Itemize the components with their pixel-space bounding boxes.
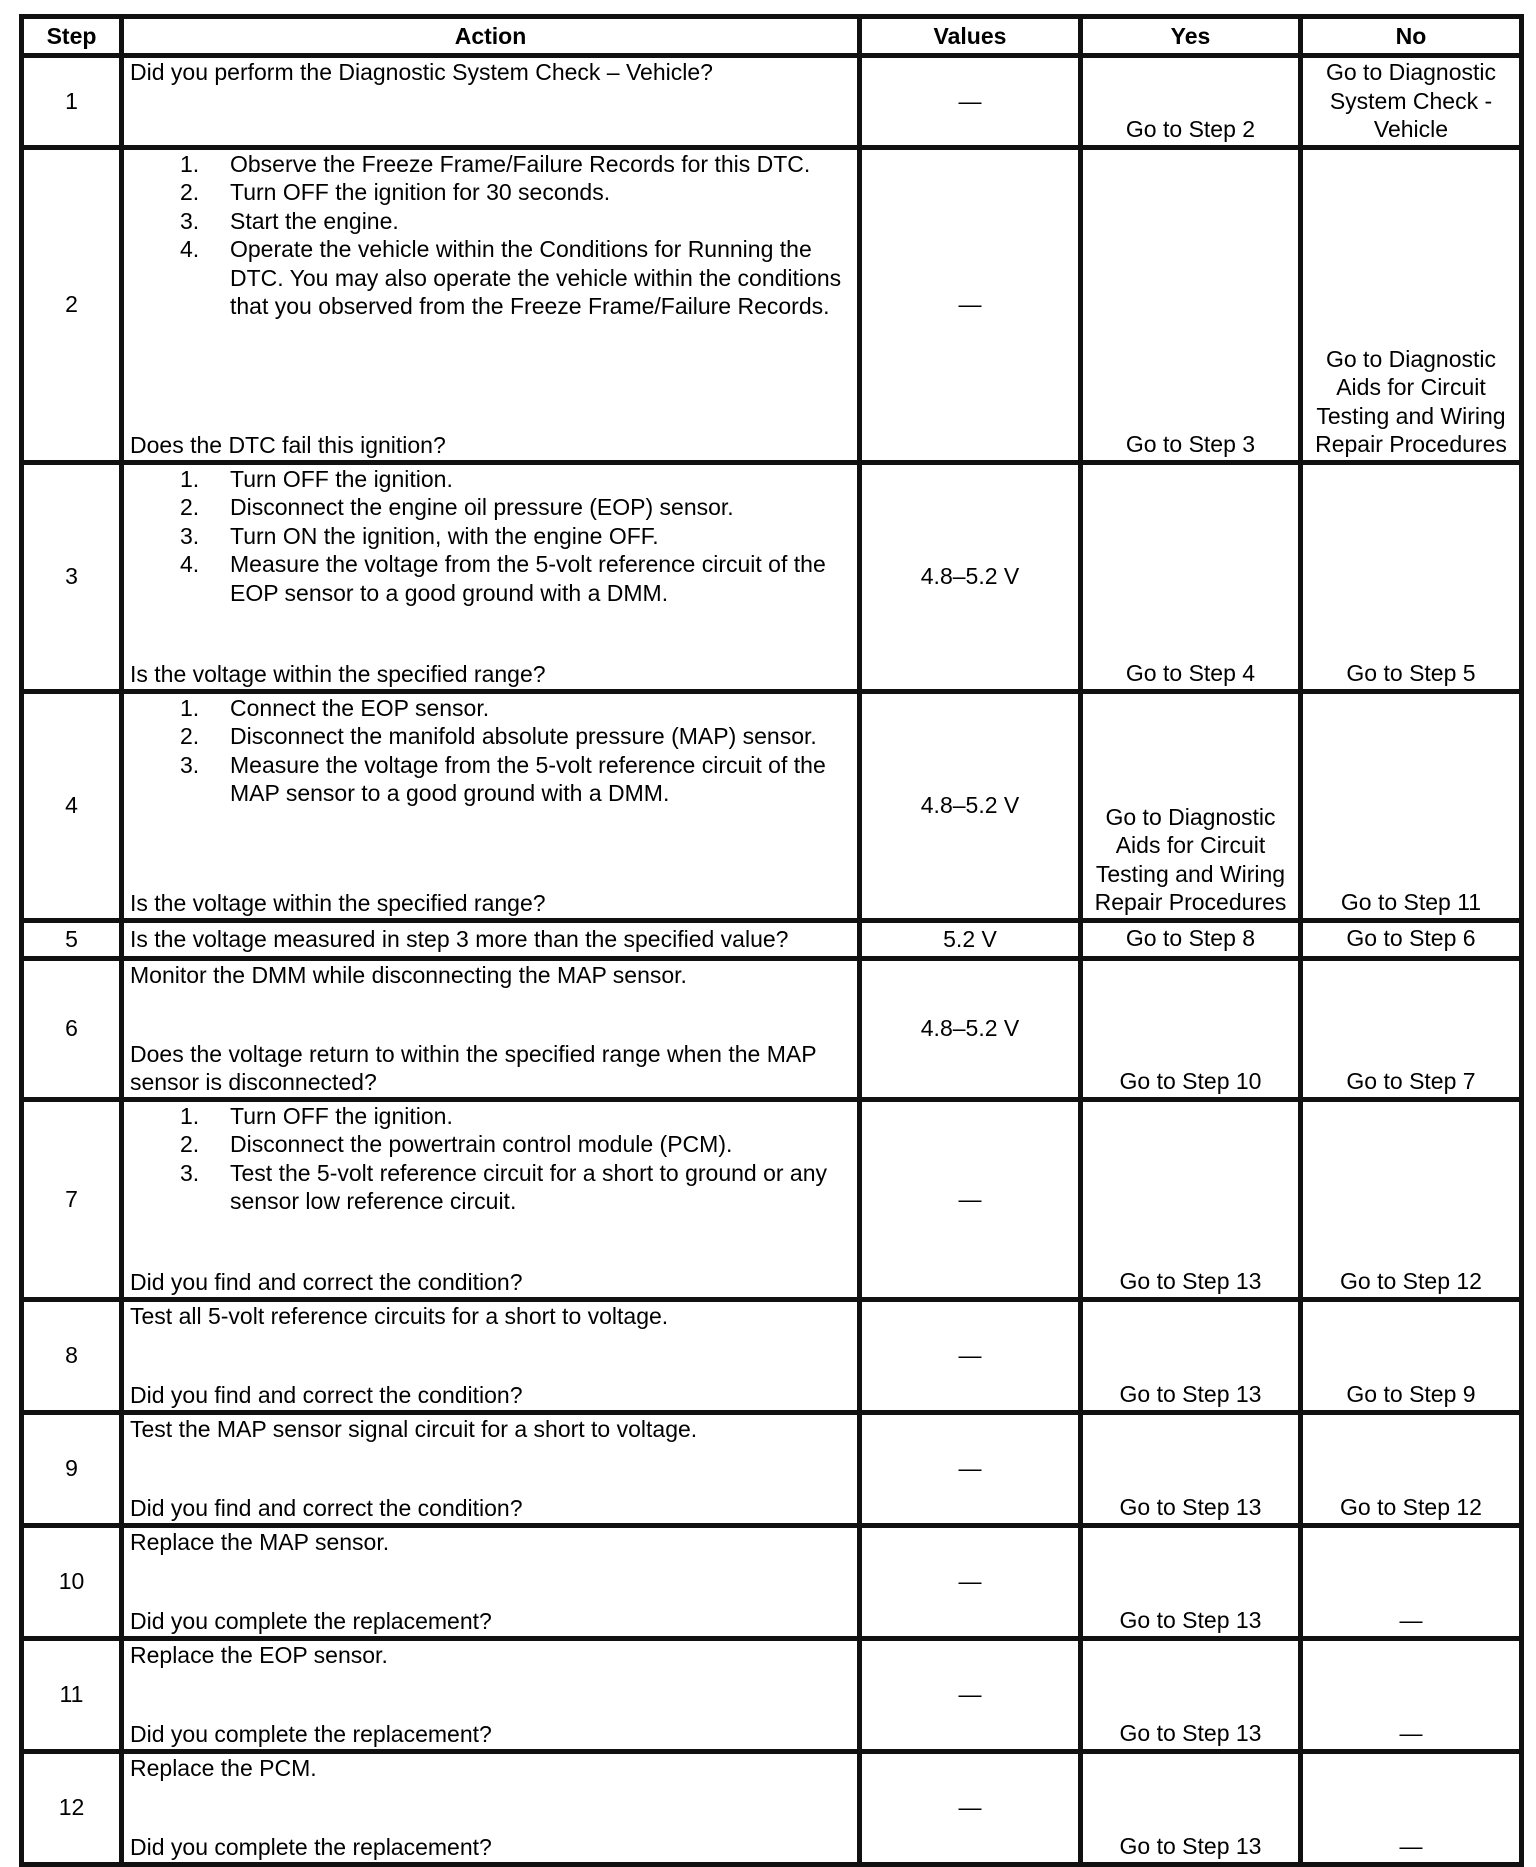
action-text: Is the voltage measured in step 3 more than the specified value?: [130, 925, 789, 952]
value-cell: —: [860, 56, 1081, 148]
yes-cell: Go to Step 8: [1081, 920, 1301, 958]
value-cell: —: [860, 1099, 1081, 1299]
yes-cell: Go to Step 13: [1081, 1099, 1301, 1299]
table-row: [22, 1412, 1522, 1525]
value-cell: —: [860, 1412, 1081, 1525]
substep-list: [130, 1102, 851, 1216]
list-item: 1. Connect the EOP sensor.: [180, 694, 490, 721]
table-row: [22, 1638, 1522, 1751]
table-row: [22, 691, 1522, 920]
value-cell: 4.8–5.2 V: [860, 958, 1081, 1099]
step-number: 10: [22, 1525, 122, 1638]
yes-cell: Go to Step 3: [1081, 147, 1301, 462]
step-number: 8: [22, 1299, 122, 1412]
no-cell: Go to Step 7: [1301, 958, 1522, 1099]
table-row: [22, 1099, 1522, 1299]
action-cell: [122, 1638, 860, 1751]
table-row: [22, 920, 1522, 958]
list-item: 4. Measure the voltage from the 5-volt reference circuit of the EOP sensor to a good ground with a DMM.: [180, 551, 826, 606]
action-cell: [122, 920, 860, 958]
header-row: [22, 17, 1522, 56]
action-cell: [122, 1751, 860, 1864]
list-item: 3. Measure the voltage from the 5-volt reference circuit of the MAP sensor to a good ground with a DMM.: [180, 751, 826, 806]
action-question: Did you find and correct the condition?: [130, 1269, 523, 1295]
action-text: Replace the EOP sensor.: [130, 1641, 388, 1668]
action-cell: [122, 691, 860, 920]
list-item: 3. Test the 5-volt reference circuit for a short to ground or any sensor low reference circuit.: [180, 1159, 828, 1214]
step-number: 1: [22, 56, 122, 148]
action-question: Did you complete the replacement?: [130, 1608, 492, 1634]
table-row: [22, 1299, 1522, 1412]
action-text: Replace the MAP sensor.: [130, 1528, 390, 1555]
step-number: 6: [22, 958, 122, 1099]
header-step: Step: [22, 17, 122, 56]
table-row: [22, 1751, 1522, 1864]
header-no: No: [1301, 17, 1522, 56]
yes-cell: Go to Step 13: [1081, 1751, 1301, 1864]
action-text: Test the MAP sensor signal circuit for a short to voltage.: [130, 1415, 698, 1442]
header-action: Action: [122, 17, 860, 56]
action-cell: [122, 462, 860, 691]
action-question: Does the voltage return to within the specified range when the MAP sensor is disconnected?: [130, 1040, 817, 1095]
action-question: Is the voltage within the specified range?: [130, 661, 546, 687]
step-number: 2: [22, 147, 122, 462]
no-cell: Go to Step 9: [1301, 1299, 1522, 1412]
action-cell: [122, 147, 860, 462]
value-cell: 4.8–5.2 V: [860, 691, 1081, 920]
header-values: Values: [860, 17, 1081, 56]
list-item: 2. Disconnect the engine oil pressure (EOP) sensor.: [180, 494, 734, 520]
substep-list: [130, 150, 851, 321]
list-item: 1. Turn OFF the ignition.: [180, 1102, 453, 1129]
action-question: Did you complete the replacement?: [130, 1834, 492, 1860]
table-row: [22, 958, 1522, 1099]
value-cell: —: [860, 1525, 1081, 1638]
no-cell: Go to Step 6: [1301, 920, 1522, 958]
yes-cell: Go to Step 4: [1081, 462, 1301, 691]
no-cell: —: [1301, 1638, 1522, 1751]
yes-cell: Go to Step 10: [1081, 958, 1301, 1099]
no-cell: Go to Step 12: [1301, 1412, 1522, 1525]
list-item: 3. Turn ON the ignition, with the engine OFF.: [180, 522, 659, 549]
action-question: Does the DTC fail this ignition?: [130, 432, 446, 458]
no-cell: —: [1301, 1525, 1522, 1638]
value-cell: —: [860, 1638, 1081, 1751]
no-cell: Go to Step 5: [1301, 462, 1522, 691]
value-cell: 5.2 V: [860, 920, 1081, 958]
action-cell: [122, 958, 860, 1099]
action-text: Test all 5-volt reference circuits for a short to voltage.: [130, 1302, 669, 1329]
value-cell: —: [860, 1751, 1081, 1864]
yes-cell: Go to Step 13: [1081, 1412, 1301, 1525]
list-item: 1. Observe the Freeze Frame/Failure Records for this DTC.: [180, 150, 811, 177]
action-cell: [122, 56, 860, 148]
value-cell: —: [860, 147, 1081, 462]
action-cell: [122, 1525, 860, 1638]
action-question: Did you complete the replacement?: [130, 1721, 492, 1747]
action-question: Is the voltage within the specified range?: [130, 890, 546, 916]
diagnostic-table: [19, 14, 1524, 1867]
list-item: 2. Disconnect the manifold absolute pressure (MAP) sensor.: [180, 723, 817, 749]
step-number: 7: [22, 1099, 122, 1299]
step-number: 12: [22, 1751, 122, 1864]
table-row: [22, 147, 1522, 462]
value-cell: 4.8–5.2 V: [860, 462, 1081, 691]
no-cell: [1301, 56, 1522, 148]
no-text: Go to Diagnostic System Check - Vehicle: [1325, 59, 1497, 142]
list-item: 1. Turn OFF the ignition.: [180, 465, 453, 492]
header-yes: Yes: [1081, 17, 1301, 56]
action-cell: [122, 1412, 860, 1525]
action-cell: [122, 1299, 860, 1412]
table-row: [22, 462, 1522, 691]
action-text: Did you perform the Diagnostic System Check – Vehicle?: [130, 59, 713, 85]
value-cell: —: [860, 1299, 1081, 1412]
step-number: 9: [22, 1412, 122, 1525]
yes-cell: Go to Step 13: [1081, 1638, 1301, 1751]
list-item: 2. Turn OFF the ignition for 30 seconds.: [180, 179, 611, 205]
no-cell: Go to Step 12: [1301, 1099, 1522, 1299]
table-row: [22, 1525, 1522, 1638]
action-question: Did you find and correct the condition?: [130, 1382, 523, 1408]
no-cell: Go to Step 11: [1301, 691, 1522, 920]
no-cell: —: [1301, 1751, 1522, 1864]
yes-cell: Go to Step 13: [1081, 1525, 1301, 1638]
no-cell: Go to Diagnostic Aids for Circuit Testing and Wiring Repair Procedures: [1301, 147, 1522, 462]
substep-list: [130, 465, 851, 608]
list-item: 4. Operate the vehicle within the Conditions for Running the DTC. You may also operate the vehicle within the conditions that you observed from the Freeze Frame/Failure Records.: [180, 236, 842, 319]
table-row: [22, 56, 1522, 148]
list-item: 2. Disconnect the powertrain control module (PCM).: [180, 1131, 733, 1157]
action-cell: [122, 1099, 860, 1299]
list-item: 3. Start the engine.: [180, 207, 399, 234]
substep-list: [130, 694, 851, 808]
step-number: 3: [22, 462, 122, 691]
action-question: Did you find and correct the condition?: [130, 1495, 523, 1521]
yes-cell: Go to Step 2: [1081, 56, 1301, 148]
action-text: Replace the PCM.: [130, 1754, 317, 1781]
step-number: 4: [22, 691, 122, 920]
step-number: 5: [22, 920, 122, 958]
action-text: Monitor the DMM while disconnecting the MAP sensor.: [130, 961, 687, 988]
yes-cell: Go to Step 13: [1081, 1299, 1301, 1412]
yes-cell: Go to Diagnostic Aids for Circuit Testing and Wiring Repair Procedures: [1081, 691, 1301, 920]
step-number: 11: [22, 1638, 122, 1751]
